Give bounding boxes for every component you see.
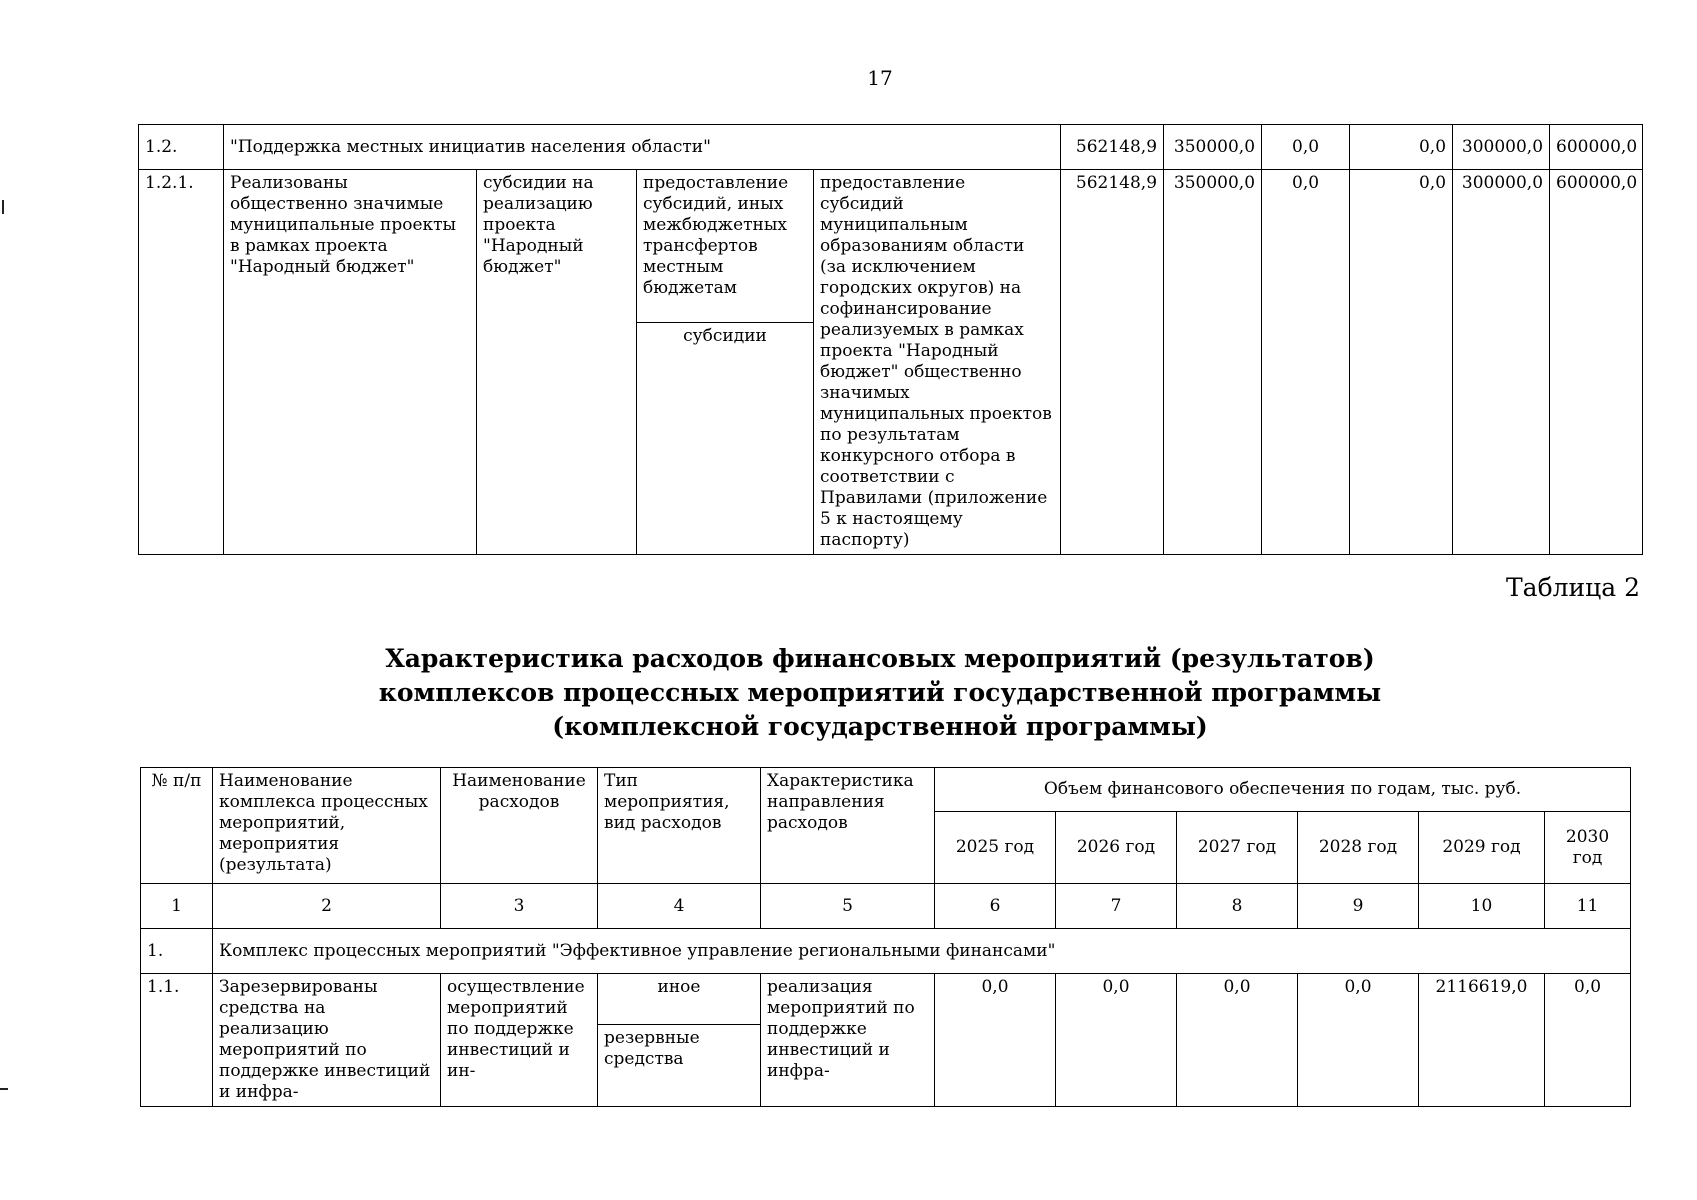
header-type: Тип мероприятия, вид расходов <box>598 768 761 884</box>
margin-mark-top <box>2 200 4 214</box>
row-1-2-1-number: 1.2.1. <box>139 170 224 555</box>
table-2 <box>140 767 1631 1107</box>
header-row-1 <box>141 768 1631 812</box>
row-1-1-number: 1.1. <box>141 974 213 1107</box>
header-direction: Характеристика направления расходов <box>761 768 935 884</box>
row-1-2-value-2026: 350000,0 <box>1164 125 1262 170</box>
title-line-2: комплексов процессных мероприятий государственной программы <box>378 678 1382 707</box>
col-number-9: 9 <box>1298 884 1419 929</box>
table-title <box>0 642 1697 744</box>
col-number-8: 8 <box>1177 884 1298 929</box>
row-1-name: Комплекс процессных мероприятий "Эффективное управление региональными финансами" <box>213 929 1631 974</box>
title-line-1: Характеристика расходов финансовых мероприятий (результатов) <box>385 644 1375 673</box>
row-1-1-value-2026: 0,0 <box>1056 974 1177 1107</box>
row-1-2-1-value-2027: 0,0 <box>1262 170 1350 555</box>
row-1-1-type-kind: резервные средства <box>598 1025 761 1107</box>
header-year-2030: 2030 год <box>1545 812 1631 884</box>
header-number: № п/п <box>141 768 213 884</box>
table2-row-1-1-top <box>141 974 1631 1025</box>
row-1-1-direction: реализация мероприятий по поддержке инвестиций и инфра- <box>761 974 935 1107</box>
table-1 <box>138 124 1643 555</box>
header-name: Наименование комплекса процессных мероприятий, мероприятия (результата) <box>213 768 441 884</box>
col-number-1: 1 <box>141 884 213 929</box>
row-1-2-value-2027: 0,0 <box>1262 125 1350 170</box>
row-1-2-1-type-kind: субсидии <box>637 322 814 554</box>
page-number: 17 <box>867 66 893 90</box>
row-1-1-value-2025: 0,0 <box>935 974 1056 1107</box>
row-1-1-result: Зарезервированы средства на реализацию мероприятий по поддержке инвестиций и инфра- <box>213 974 441 1107</box>
col-number-11: 11 <box>1545 884 1631 929</box>
row-1-2-1-direction: предоставление субсидий муниципальным образованиям области (за исключением городских округов) на софинансирование реализуемых в рамках проекта "Народный бюджет" общественно значимых муниципальных проектов по результатам конкурсного отбора в соответствии с Правилами (приложение 5 к настоящему паспорту) <box>814 170 1061 555</box>
title-line-3: (комплексной государственной программы) <box>552 712 1208 741</box>
row-1-2-1-result: Реализованы общественно значимые муниципальные проекты в рамках проекта "Народный бюджет" <box>224 170 477 555</box>
row-1-2-value-2025: 562148,9 <box>1061 125 1164 170</box>
header-year-2025: 2025 год <box>935 812 1056 884</box>
header-funding: Объем финансового обеспечения по годам, тыс. руб. <box>935 768 1631 812</box>
row-1-2-1-value-2026: 350000,0 <box>1164 170 1262 555</box>
col-number-5: 5 <box>761 884 935 929</box>
table-label: Таблица 2 <box>1505 573 1640 602</box>
header-year-2028: 2028 год <box>1298 812 1419 884</box>
row-1-2-1-type: предоставление субсидий, иных межбюджетных трансфертов местным бюджетам <box>637 170 814 323</box>
row-1-2-1-value-2028: 0,0 <box>1350 170 1453 555</box>
row-1-number: 1. <box>141 929 213 974</box>
row-1-2-1-value-2025: 562148,9 <box>1061 170 1164 555</box>
margin-mark-bottom <box>0 1088 8 1090</box>
row-1-1-expense: осуществление мероприятий по поддержке инвестиций и ин- <box>441 974 598 1107</box>
row-1-1-value-2028: 0,0 <box>1298 974 1419 1107</box>
row-1-2-value-2028: 0,0 <box>1350 125 1453 170</box>
row-1-1-value-2030: 0,0 <box>1545 974 1631 1107</box>
col-number-7: 7 <box>1056 884 1177 929</box>
col-number-2: 2 <box>213 884 441 929</box>
row-1-2-1-value-2030: 600000,0 <box>1550 170 1643 555</box>
header-year-2026: 2026 год <box>1056 812 1177 884</box>
col-number-4: 4 <box>598 884 761 929</box>
row-1-2-value-2029: 300000,0 <box>1453 125 1550 170</box>
header-year-2029: 2029 год <box>1419 812 1545 884</box>
row-1-2-1-value-2029: 300000,0 <box>1453 170 1550 555</box>
row-1-2-number: 1.2. <box>139 125 224 170</box>
row-1-1-value-2029: 2116619,0 <box>1419 974 1545 1107</box>
row-1-2-value-2030: 600000,0 <box>1550 125 1643 170</box>
row-1-2-1-expense: субсидии на реализацию проекта "Народный бюджет" <box>477 170 637 555</box>
row-1-1-type: иное <box>598 974 761 1025</box>
table1-row-1-2 <box>139 125 1643 170</box>
col-number-6: 6 <box>935 884 1056 929</box>
row-1-2-name: "Поддержка местных инициатив населения области" <box>224 125 1061 170</box>
col-number-3: 3 <box>441 884 598 929</box>
table2-row-1 <box>141 929 1631 974</box>
header-expense: Наименование расходов <box>441 768 598 884</box>
column-number-row <box>141 884 1631 929</box>
row-1-1-value-2027: 0,0 <box>1177 974 1298 1107</box>
header-year-2027: 2027 год <box>1177 812 1298 884</box>
table1-row-1-2-1-top <box>139 170 1643 323</box>
col-number-10: 10 <box>1419 884 1545 929</box>
